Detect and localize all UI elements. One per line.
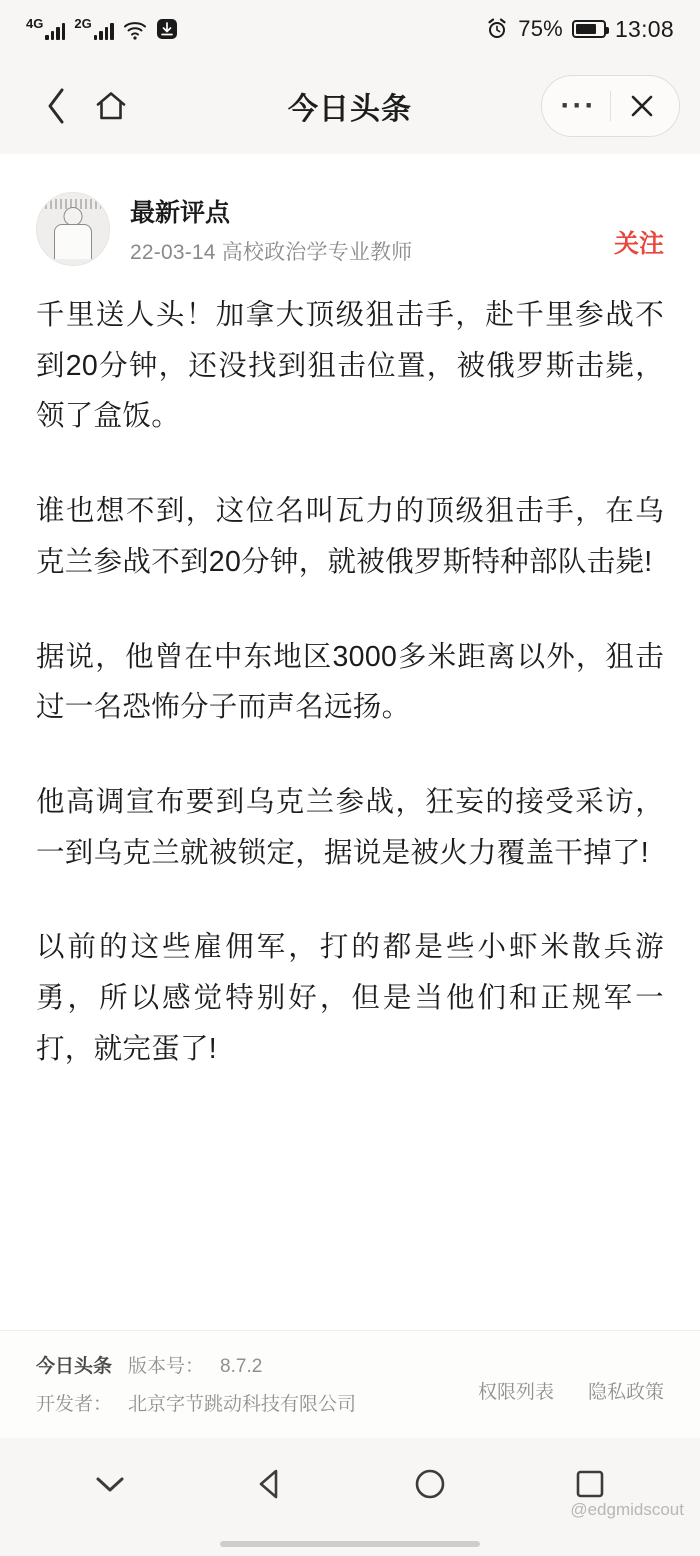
app-top-bar <box>0 58 700 154</box>
footer-version-line <box>36 1351 356 1378</box>
nav-back-button[interactable] <box>235 1449 305 1519</box>
signal-bars-icon-1 <box>45 20 65 40</box>
network-type-label-1: 4G <box>26 16 44 31</box>
network-type-label-2: 2G <box>74 16 92 31</box>
app-footer <box>0 1330 700 1438</box>
footer-links <box>478 1351 664 1404</box>
close-button[interactable] <box>611 76 673 136</box>
collapse-keyboard-button[interactable] <box>75 1449 145 1519</box>
avatar[interactable] <box>36 192 110 266</box>
download-icon <box>156 18 178 40</box>
status-bar-left <box>26 18 178 40</box>
home-icon <box>93 88 129 124</box>
footer-developer-label: 开发者： <box>36 1394 113 1415</box>
nav-home-button[interactable] <box>395 1449 465 1519</box>
square-recents-icon <box>573 1467 607 1501</box>
article-paragraph: 他高调宣布要到乌克兰参战，狂妄的接受采访，一到乌克兰就被锁定，据说是被火力覆盖干掉了! <box>36 786 664 869</box>
author-row <box>36 154 664 266</box>
home-indicator[interactable] <box>220 1541 480 1547</box>
footer-developer-value: 北京字节跳动科技有限公司 <box>128 1394 357 1415</box>
top-bar-actions <box>541 75 681 137</box>
status-bar-right <box>485 16 674 43</box>
system-nav-bar <box>0 1438 700 1530</box>
signal-indicator-1 <box>26 18 65 40</box>
footer-info <box>36 1351 356 1416</box>
article-content <box>0 154 700 1330</box>
more-button[interactable] <box>548 76 610 136</box>
article-paragraph: 据说，他曾在中东地区3000多米距离以外，狙击过一名恐怖分子而声名远扬。 <box>36 640 664 724</box>
circle-home-icon <box>412 1466 448 1502</box>
signal-bars-icon-2 <box>94 20 114 40</box>
author-name: 最新评点 <box>130 198 231 227</box>
follow-button[interactable]: 关注 <box>613 230 664 258</box>
avatar-body <box>54 224 92 259</box>
watermark: @edgmidscout <box>570 1500 684 1519</box>
close-icon <box>627 91 657 121</box>
article-paragraph: 千里送人头！加拿大顶级狙击手，赴千里参战不到20分钟，还没找到狙击位置，被俄罗斯击毙，领了盒饭。 <box>36 299 664 433</box>
footer-version-value: 8.7.2 <box>220 1356 263 1377</box>
alarm-icon <box>485 17 509 41</box>
footer-app-name: 今日头条 <box>36 1356 113 1377</box>
home-button[interactable] <box>84 79 138 133</box>
more-dots-icon: ··· <box>560 89 597 122</box>
permissions-link[interactable]: 权限列表 <box>477 1382 554 1403</box>
bottom-strip <box>0 1530 700 1556</box>
footer-version-label: 版本号： <box>128 1356 205 1377</box>
battery-icon <box>572 20 606 38</box>
privacy-policy-link[interactable]: 隐私政策 <box>587 1382 664 1403</box>
author-meta <box>130 193 413 266</box>
status-bar-clock: 13:08 <box>614 15 674 42</box>
signal-indicator-2 <box>74 18 113 40</box>
status-bar <box>0 0 700 58</box>
battery-percent-label: 75% <box>518 16 563 41</box>
author-subtitle: 22-03-14 高校政治学专业教师 <box>130 240 413 264</box>
back-button[interactable] <box>30 79 84 133</box>
article-paragraph: 以前的这些雇佣军，打的都是些小虾米散兵游勇，所以感觉特别好，但是当他们和正规军一打，就完蛋了! <box>36 931 664 1065</box>
triangle-back-icon <box>253 1467 287 1501</box>
footer-developer-line <box>36 1389 356 1416</box>
chevron-down-icon <box>90 1470 130 1498</box>
wifi-icon <box>123 20 147 40</box>
article-paragraph: 谁也想不到，这位名叫瓦力的顶级狙击手，在乌克兰参战不到20分钟，就被俄罗斯特种部队击毙! <box>36 495 664 578</box>
page-title: 今日头条 <box>288 93 412 126</box>
chevron-left-icon <box>44 86 70 126</box>
article-body <box>36 290 664 1075</box>
